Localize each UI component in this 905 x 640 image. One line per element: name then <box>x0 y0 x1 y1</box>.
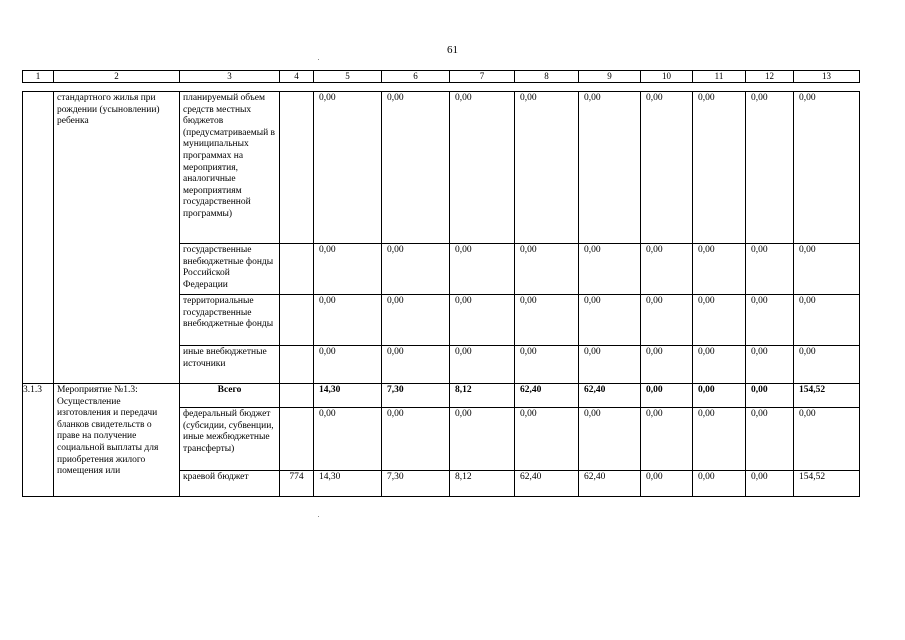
value-cell: 62,40 <box>515 384 579 408</box>
funding-source-cell: государственные внебюджетные фонды Российской Федерации <box>180 244 280 295</box>
value-cell: 0,00 <box>579 346 641 384</box>
code-cell <box>280 92 314 244</box>
value-cell: 0,00 <box>641 384 693 408</box>
column-header: 10 <box>641 71 693 83</box>
column-header: 12 <box>746 71 794 83</box>
value-cell: 8,12 <box>450 384 515 408</box>
value-cell: 0,00 <box>746 92 794 244</box>
column-header: 2 <box>54 71 180 83</box>
value-cell: 0,00 <box>794 244 860 295</box>
column-header: 1 <box>23 71 54 83</box>
row-number-cell: 3.1.3 <box>23 384 54 497</box>
value-cell: 0,00 <box>579 408 641 471</box>
value-cell: 0,00 <box>693 408 746 471</box>
row-number-cell <box>23 92 54 384</box>
value-cell: 0,00 <box>382 244 450 295</box>
page-number: 61 <box>447 44 458 56</box>
value-cell: 0,00 <box>693 471 746 497</box>
value-cell: 0,00 <box>641 244 693 295</box>
column-header-row <box>23 71 860 83</box>
column-header: 8 <box>515 71 579 83</box>
value-cell: 0,00 <box>450 295 515 346</box>
value-cell: 0,00 <box>450 408 515 471</box>
value-cell: 8,12 <box>450 471 515 497</box>
value-cell: 7,30 <box>382 384 450 408</box>
column-header-table <box>22 70 860 83</box>
value-cell: 0,00 <box>641 346 693 384</box>
funding-source-cell: федеральный бюджет (субсидии, субвенции, иные межбюджетные трансферты) <box>180 408 280 471</box>
value-cell: 0,00 <box>382 346 450 384</box>
code-cell <box>280 384 314 408</box>
column-header: 9 <box>579 71 641 83</box>
funding-source-cell: Всего <box>180 384 280 408</box>
column-header: 6 <box>382 71 450 83</box>
value-cell: 0,00 <box>794 346 860 384</box>
value-cell: 0,00 <box>641 92 693 244</box>
value-cell: 14,30 <box>314 471 382 497</box>
value-cell: 0,00 <box>382 295 450 346</box>
value-cell: 62,40 <box>579 471 641 497</box>
value-cell: 14,30 <box>314 384 382 408</box>
value-cell: 0,00 <box>641 295 693 346</box>
value-cell: 7,30 <box>382 471 450 497</box>
value-cell: 0,00 <box>515 295 579 346</box>
table-row <box>23 92 860 244</box>
value-cell: 0,00 <box>794 92 860 244</box>
value-cell: 154,52 <box>794 384 860 408</box>
column-header: 4 <box>280 71 314 83</box>
value-cell: 0,00 <box>693 346 746 384</box>
value-cell: 0,00 <box>746 408 794 471</box>
funding-source-cell: планируемый объем средств местных бюджетов (предусматриваемый в муниципальных программах на мероприятия, аналогичные мероприятиям государственной программы) <box>180 92 280 244</box>
value-cell: 0,00 <box>746 295 794 346</box>
value-cell: 0,00 <box>693 295 746 346</box>
value-cell: 0,00 <box>515 244 579 295</box>
value-cell: 0,00 <box>579 244 641 295</box>
funding-source-cell: иные внебюджетные источники <box>180 346 280 384</box>
value-cell: 0,00 <box>382 92 450 244</box>
value-cell: 62,40 <box>515 471 579 497</box>
scan-artifact <box>318 59 319 60</box>
funding-source-cell: территориальные государственные внебюджетные фонды <box>180 295 280 346</box>
measure-title-cell: стандартного жилья при рождении (усыновлении) ребенка <box>54 92 180 384</box>
funding-source-cell: краевой бюджет <box>180 471 280 497</box>
code-cell: 774 <box>280 471 314 497</box>
value-cell: 0,00 <box>450 92 515 244</box>
value-cell: 0,00 <box>579 295 641 346</box>
code-cell <box>280 295 314 346</box>
value-cell: 0,00 <box>693 244 746 295</box>
table-row <box>23 384 860 408</box>
column-header: 11 <box>693 71 746 83</box>
value-cell: 0,00 <box>641 471 693 497</box>
value-cell: 0,00 <box>746 244 794 295</box>
value-cell: 0,00 <box>746 471 794 497</box>
column-header: 5 <box>314 71 382 83</box>
column-header: 13 <box>794 71 860 83</box>
value-cell: 0,00 <box>314 92 382 244</box>
value-cell: 0,00 <box>746 384 794 408</box>
value-cell: 0,00 <box>314 295 382 346</box>
scan-artifact <box>318 516 319 517</box>
value-cell: 0,00 <box>794 408 860 471</box>
value-cell: 0,00 <box>746 346 794 384</box>
code-cell <box>280 244 314 295</box>
value-cell: 0,00 <box>579 92 641 244</box>
value-cell: 0,00 <box>450 346 515 384</box>
value-cell: 0,00 <box>693 384 746 408</box>
value-cell: 0,00 <box>450 244 515 295</box>
value-cell: 154,52 <box>794 471 860 497</box>
value-cell: 0,00 <box>314 346 382 384</box>
value-cell: 0,00 <box>515 92 579 244</box>
budget-table <box>22 91 860 497</box>
code-cell <box>280 408 314 471</box>
value-cell: 0,00 <box>515 408 579 471</box>
value-cell: 0,00 <box>693 92 746 244</box>
value-cell: 0,00 <box>314 244 382 295</box>
column-header: 7 <box>450 71 515 83</box>
code-cell <box>280 346 314 384</box>
value-cell: 0,00 <box>314 408 382 471</box>
value-cell: 0,00 <box>641 408 693 471</box>
value-cell: 0,00 <box>382 408 450 471</box>
column-header: 3 <box>180 71 280 83</box>
value-cell: 0,00 <box>794 295 860 346</box>
value-cell: 62,40 <box>579 384 641 408</box>
measure-title-cell: Мероприятие №1.3: Осуществление изготовления и передачи бланков свидетельств о праве на получение социальной выплаты для приобретения жилого помещения или <box>54 384 180 497</box>
value-cell: 0,00 <box>515 346 579 384</box>
